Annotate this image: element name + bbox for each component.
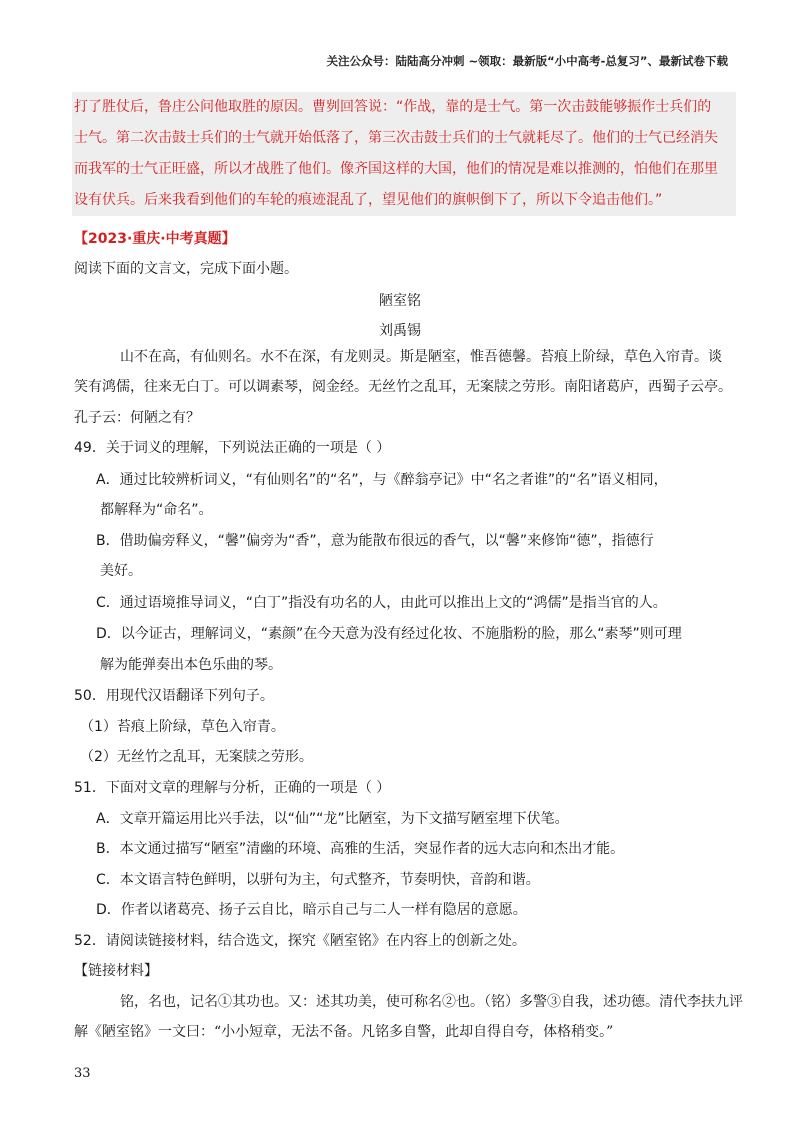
q51-option-a: A．文章开篇运用比兴手法，以“仙”“龙”比陋室，为下文描写陋室埋下伏笔。 xyxy=(96,811,569,827)
instruction: 阅读下面的文言文，完成下面小题。 xyxy=(74,261,298,277)
question-49-stem: 49．关于词义的理解，下列说法正确的一项是（ ） xyxy=(74,440,391,456)
poem-author: 刘禹锡 xyxy=(379,323,421,339)
link-material-line: 解《陋室铭》一文曰：“小小短章，无法不备。凡铭多自警，此却自得自夸，体格稍变。” xyxy=(74,1024,614,1040)
link-material-line: 铭，名也，记名①其功也。又：述其功美，使可称名②也。（铭）多警③自我，述功德。清代李扶九评 xyxy=(120,994,743,1010)
q50-sentence-1: （1）苔痕上阶绿，草色入帘青。 xyxy=(80,719,285,735)
translation-line: 而我军的士气正旺盛，所以才战胜了他们。像齐国这样的大国，他们的情况是难以推测的，怕他们在那里 xyxy=(74,161,718,177)
q49-option-c: C．通过语境推导词义，“白丁”指没有功名的人，由此可以推出上文的“鸿儒”是指当官的人。 xyxy=(96,595,667,611)
source-label: 【2023·重庆·中考真题】 xyxy=(74,231,236,247)
poem-line: 山不在高，有仙则名。水不在深，有龙则灵。斯是陋室，惟吾德馨。苔痕上阶绿，草色入帘青。谈 xyxy=(120,349,722,365)
question-52-stem: 52．请阅读链接材料，结合选文，探究《陋室铭》在内容上的创新之处。 xyxy=(74,933,526,949)
page-number: 33 xyxy=(74,1066,91,1081)
poem-line: 笑有鸿儒，往来无白丁。可以调素琴，阅金经。无丝竹之乱耳，无案牍之劳形。南阳诸葛庐，西蜀子云亭。 xyxy=(74,379,732,395)
page-header: 关注公众号：陆陆高分冲刺 ~领取：最新版“小中高考-总复习”、最新试卷下载 xyxy=(326,54,728,68)
q49-option-b: B．借助偏旁释义，“馨”偏旁为“香”，意为能散布很远的香气，以“馨”来修饰“德”，指德行 xyxy=(96,533,654,549)
q49-option-a-cont: 都解释为“命名”。 xyxy=(100,502,213,518)
q50-sentence-2: （2）无丝竹之乱耳，无案牍之劳形。 xyxy=(80,749,313,765)
link-material-label: 【链接材料】 xyxy=(74,963,158,979)
q49-option-a: A．通过比较辨析词义，“有仙则名”的“名”，与《醉翁亭记》中“名之者谁”的“名”语义相同， xyxy=(96,472,668,488)
question-50-stem: 50．用现代汉语翻译下列句子。 xyxy=(74,688,274,704)
q49-option-d: D．以今证古，理解词义，“素颜”在今天意为没有经过化妆、不施脂粉的脸，那么“素琴”则可理 xyxy=(96,626,682,642)
poem-title: 陋室铭 xyxy=(379,293,421,309)
translation-line: 设有伏兵。后来我看到他们的车轮的痕迹混乱了，望见他们的旗帜倒下了，所以下令追击他们。” xyxy=(74,192,663,208)
q49-option-b-cont: 美好。 xyxy=(100,563,142,579)
poem-line: 孔子云：何陋之有？ xyxy=(74,410,200,426)
q49-option-d-cont: 解为能弹奏出本色乐曲的琴。 xyxy=(100,657,282,673)
q51-option-c: C．本文语言特色鲜明，以骈句为主，句式整齐，节奏明快，音韵和谐。 xyxy=(96,872,540,888)
q51-option-b: B．本文通过描写“陋室”清幽的环境、高雅的生活，突显作者的远大志向和杰出才能。 xyxy=(96,841,625,857)
translation-line: 士气。第二次击鼓士兵们的士气就开始低落了，第三次击鼓士兵们的士气就耗尽了。他们的士气已经消失 xyxy=(74,130,718,146)
q51-option-d: D．作者以诸葛亮、扬子云自比，暗示自己与二人一样有隐居的意愿。 xyxy=(96,902,527,918)
translation-line: 打了胜仗后，鲁庄公问他取胜的原因。曹刿回答说：“作战，靠的是士气。第一次击鼓能够振作士兵们的 xyxy=(74,99,712,115)
translation-block xyxy=(72,92,736,216)
question-51-stem: 51．下面对文章的理解与分析，正确的一项是（ ） xyxy=(74,780,391,796)
